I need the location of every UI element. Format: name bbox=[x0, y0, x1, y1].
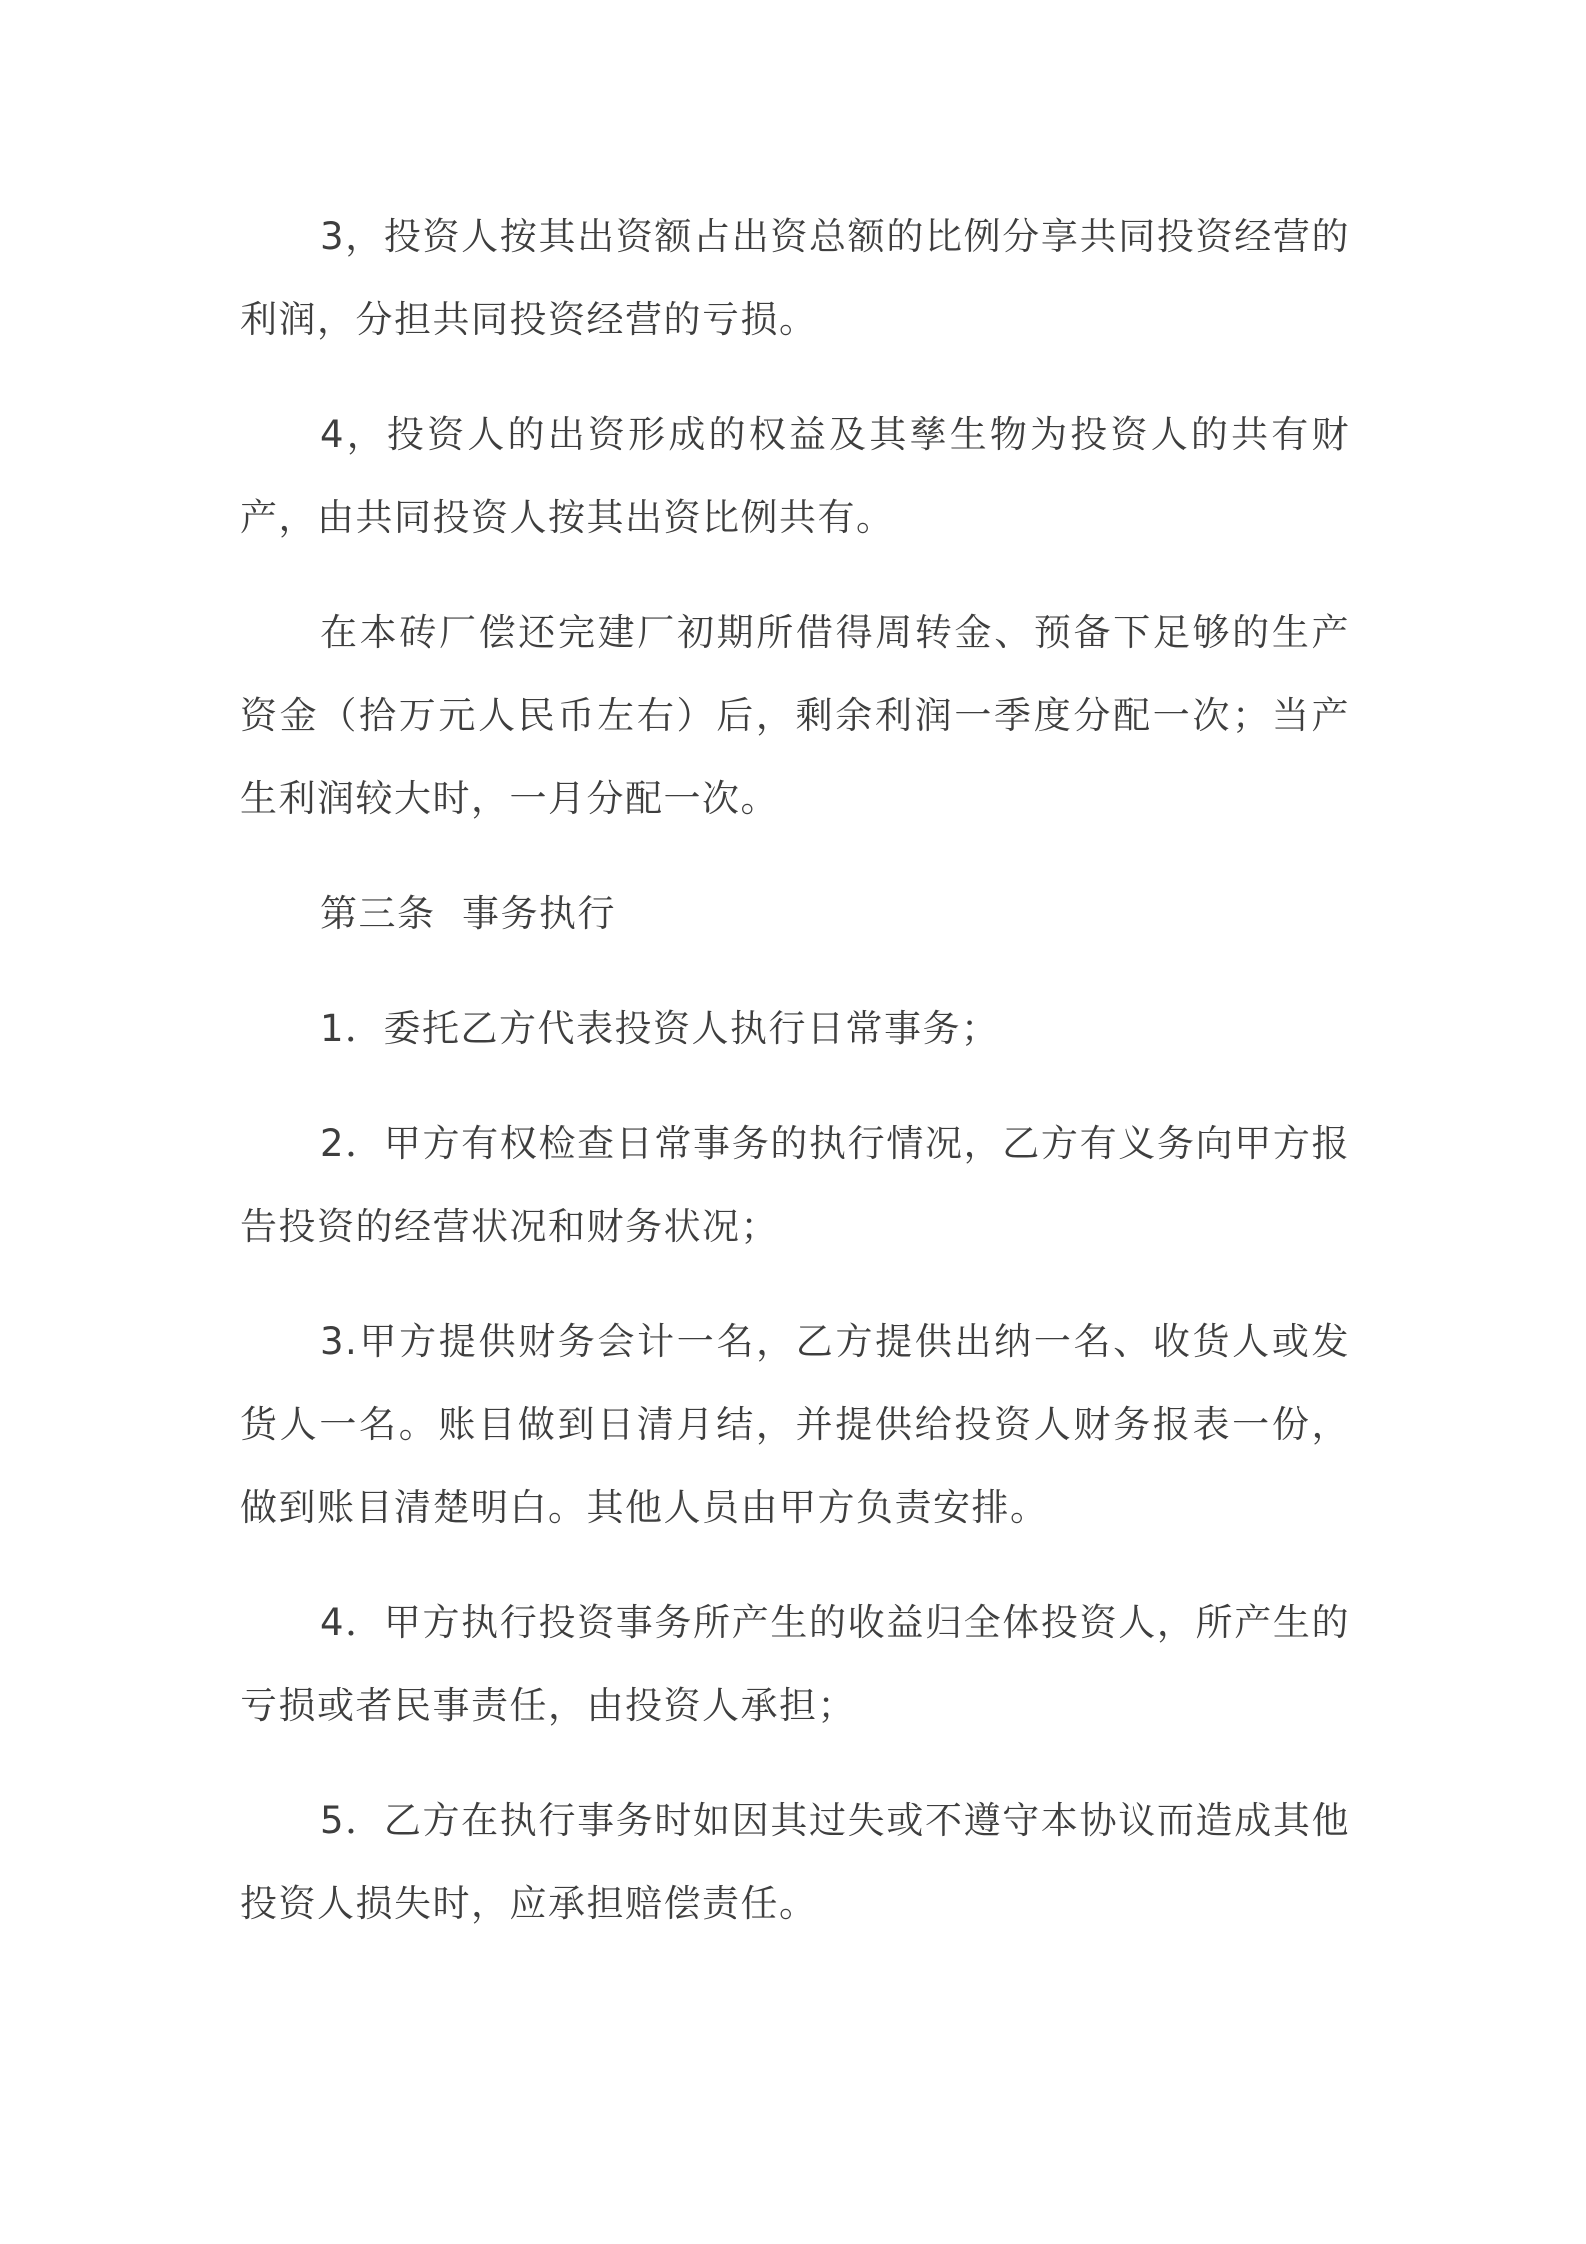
paragraph-item-1: 1．委托乙方代表投资人执行日常事务； bbox=[320, 1007, 1000, 1050]
paragraph-item-4: 4．甲方执行投资事务所产生的收益归全体投资人，所产生的亏损或者民事责任，由投资人承担； bbox=[240, 1601, 1350, 1727]
paragraph-item-3: 3.甲方提供财务会计一名，乙方提供出纳一名、收货人或发货人一名。账目做到日清月结，并提供给投资人财务报表一份，做到账目清楚明白。其他人员由甲方负责安排。 bbox=[240, 1320, 1350, 1529]
paragraph-item-2: 2．甲方有权检查日常事务的执行情况，乙方有义务向甲方报告投资的经营状况和财务状况； bbox=[240, 1122, 1350, 1248]
paragraph-joint-property: 4，投资人的出资形成的权益及其孳生物为投资人的共有财产，由共同投资人按其出资比例共有。 bbox=[240, 413, 1350, 539]
paragraph-profit-distribution: 在本砖厂偿还完建厂初期所借得周转金、预备下足够的生产资金（拾万元人民币左右）后，剩余利润一季度分配一次；当产生利润较大时，一月分配一次。 bbox=[240, 611, 1350, 820]
paragraph-item-5: 5．乙方在执行事务时如因其过失或不遵守本协议而造成其他投资人损失时，应承担赔偿责任。 bbox=[240, 1799, 1350, 1925]
paragraph-profit-sharing: 3，投资人按其出资额占出资总额的比例分享共同投资经营的利润，分担共同投资经营的亏损。 bbox=[240, 215, 1350, 341]
document-body bbox=[240, 195, 1350, 1945]
section-heading-affairs-execution: 第三条 事务执行 bbox=[320, 892, 617, 935]
